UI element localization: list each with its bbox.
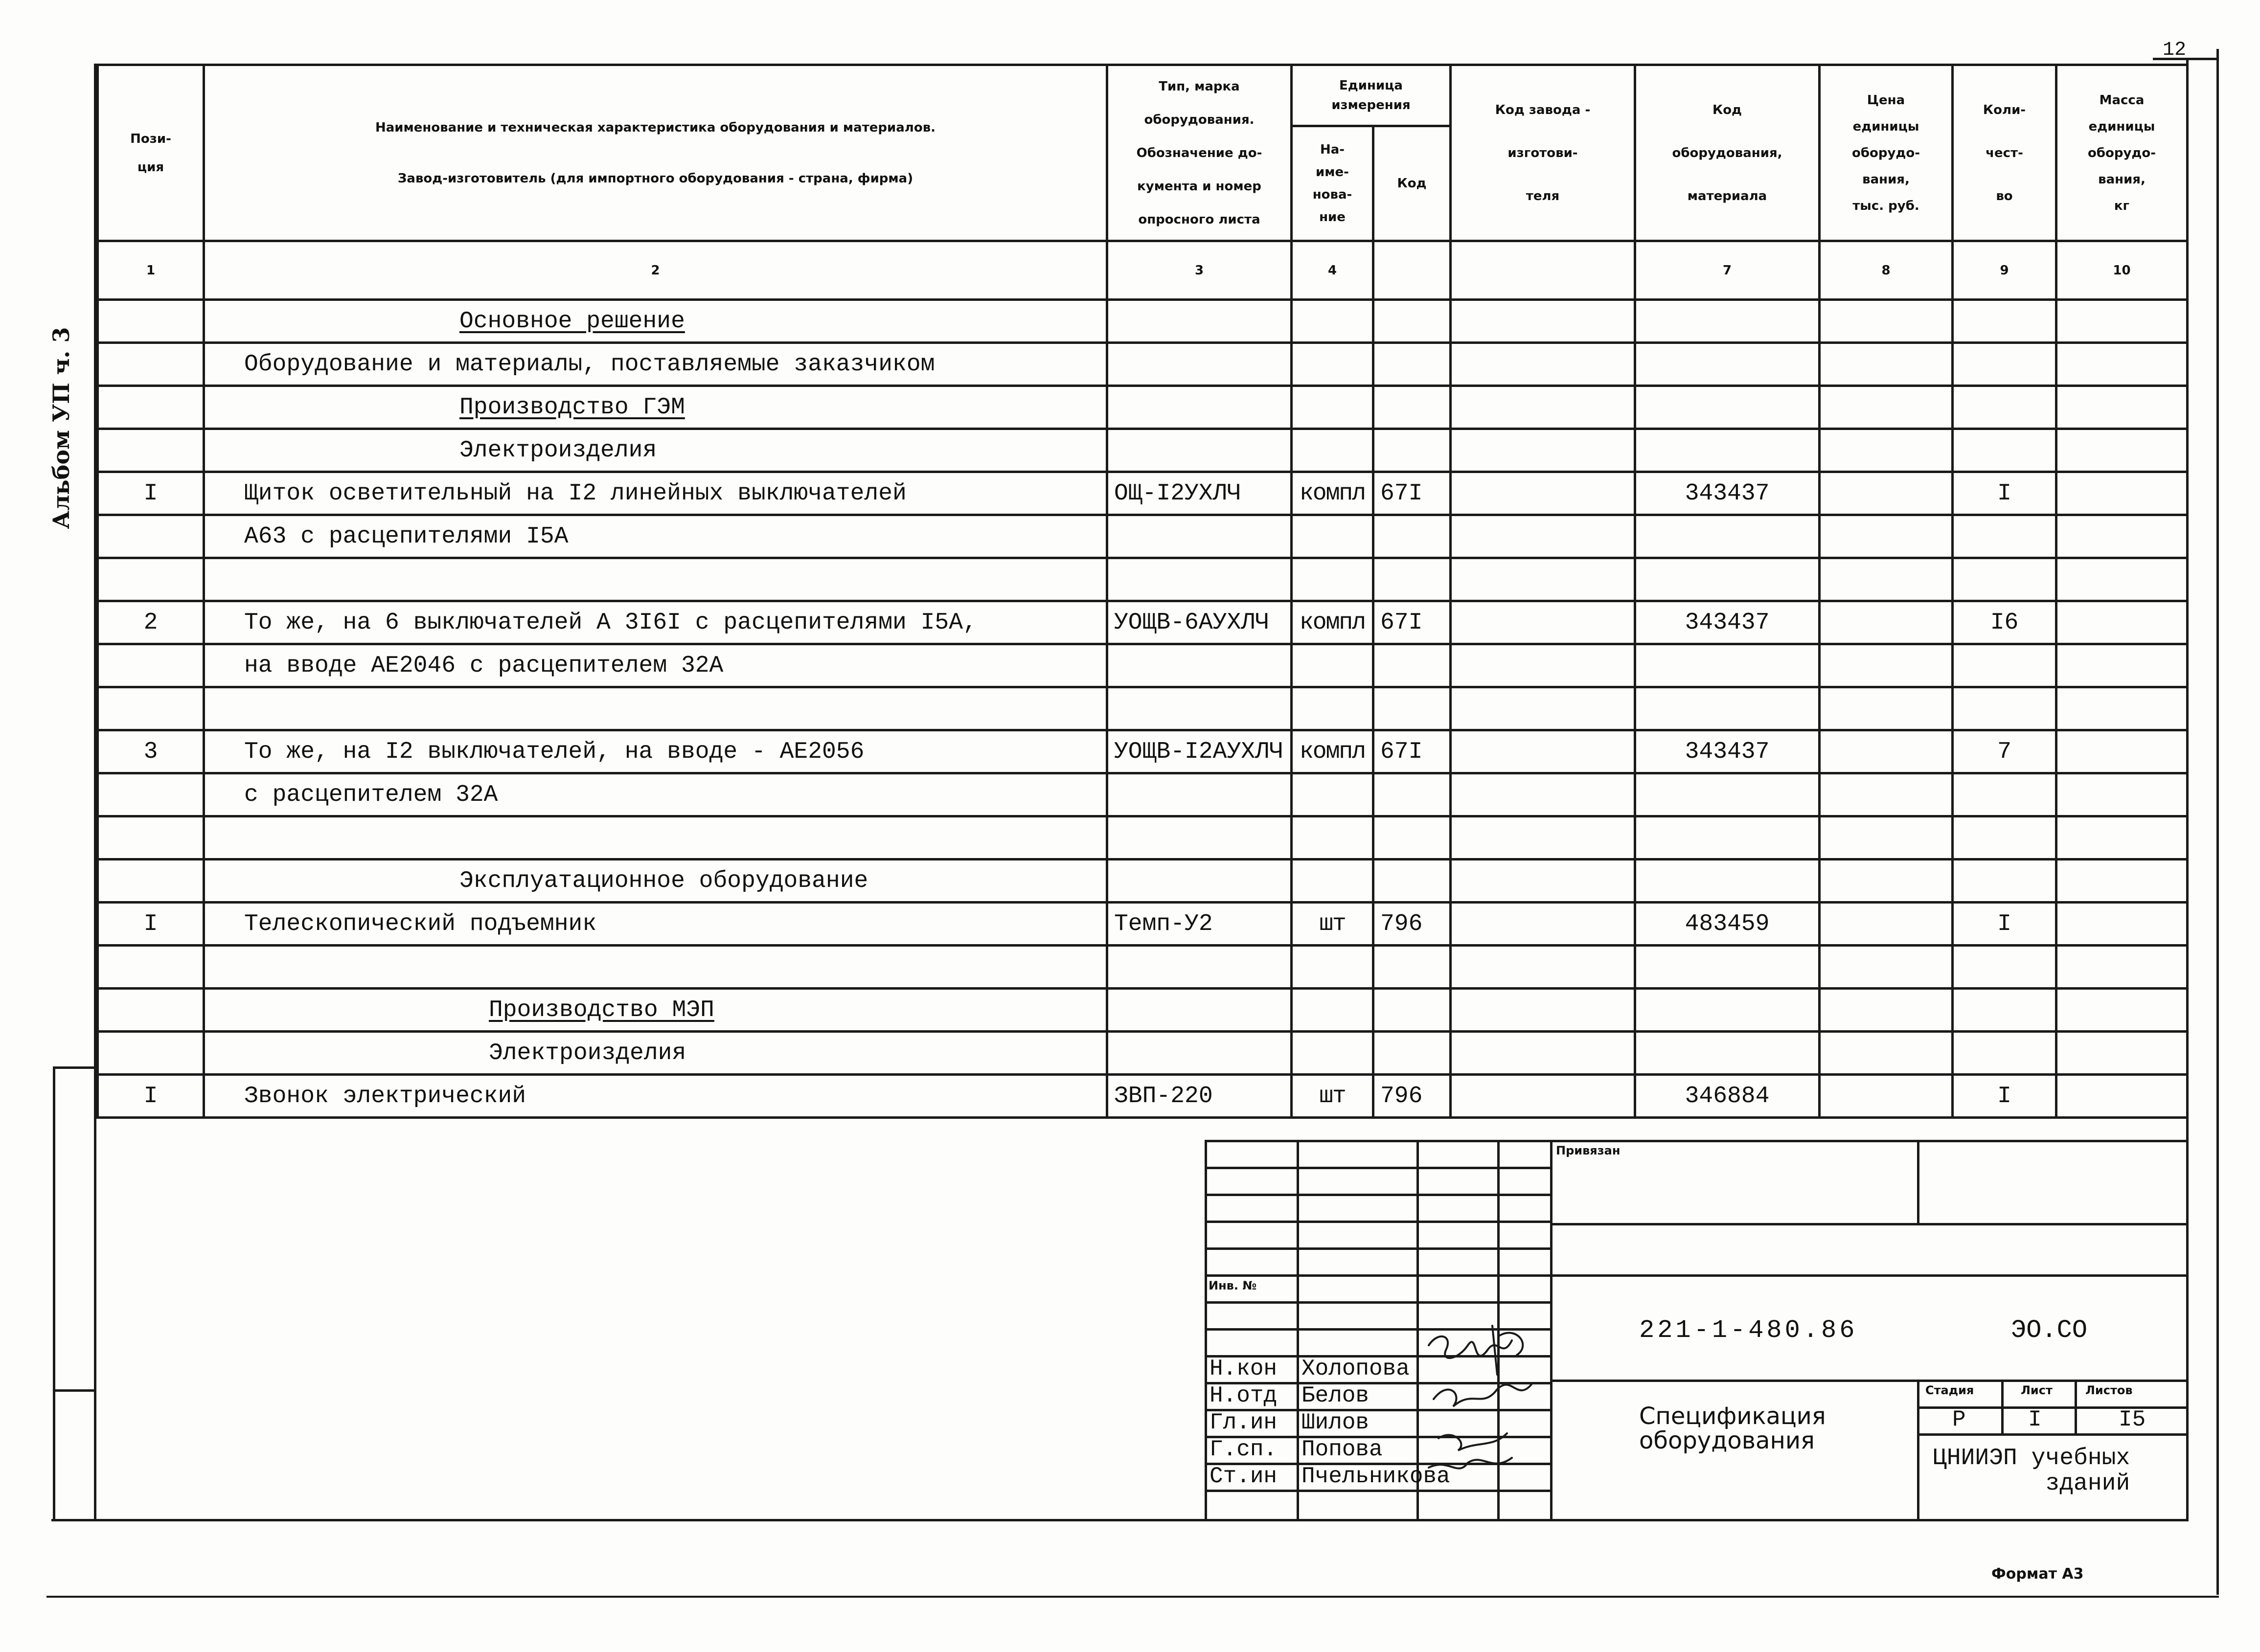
row-position: [98, 989, 204, 1032]
row-position: [98, 946, 204, 989]
album-side-label: Альбом УП ч. 3: [48, 327, 74, 529]
row-quantity: [1953, 300, 2056, 343]
row-price: [1820, 1032, 1953, 1075]
row-manufacturer-code: [1451, 860, 1635, 903]
row-price: [1820, 429, 1953, 472]
header-unit-group-text: Единица измерения: [1331, 78, 1411, 113]
header-unit-code-text: Код: [1397, 176, 1427, 191]
header-unit-name-text: На- име- нова- ние: [1312, 142, 1352, 225]
tb-doc-title: Спецификация оборудования: [1639, 1403, 1826, 1454]
table-row: [98, 429, 2188, 472]
row-equipment-code: 483459: [1635, 903, 1820, 946]
tb-name-5: Пчельникова: [1301, 1464, 1450, 1489]
row-mass: [2056, 601, 2188, 644]
row-name: [204, 687, 1107, 730]
header-mass-text: Масса единицы оборудо- вания, кг: [2087, 92, 2156, 213]
row-mass: [2056, 343, 2188, 386]
corner-mark: 12: [2163, 39, 2187, 61]
row-manufacturer-code: [1451, 515, 1635, 558]
row-unit: [1292, 687, 1373, 730]
header-type-text: Тип, марка оборудования. Обозначение до- кумента и номер опросного листа: [1136, 79, 1262, 227]
row-manufacturer-code: [1451, 558, 1635, 601]
row-unit: [1292, 773, 1373, 816]
row-unit: компл: [1292, 730, 1373, 773]
header-price-text: Цена единицы оборудо- вания, тыс. руб.: [1851, 92, 1920, 213]
row-price: [1820, 644, 1953, 687]
row-position: [98, 644, 204, 687]
row-unit: [1292, 343, 1373, 386]
row-unit-code: [1373, 300, 1451, 343]
row-unit: [1292, 1032, 1373, 1075]
header-name-text: Наименование и техническая характеристика оборудования и материалов. Завод-изготовитель (для импортного оборудования - страна, фирма): [375, 120, 936, 186]
row-position: 3: [98, 730, 204, 773]
row-price: [1820, 300, 1953, 343]
row-quantity: [1953, 989, 2056, 1032]
row-mass: [2056, 300, 2188, 343]
tb-h14: [1917, 1433, 2189, 1436]
row-unit-code: [1373, 644, 1451, 687]
row-quantity: [1953, 1032, 2056, 1075]
row-manufacturer-code: [1451, 816, 1635, 860]
page-bottom-line: [46, 1596, 2219, 1598]
row-unit: [1292, 989, 1373, 1032]
table-row: [98, 558, 2188, 601]
header-manufacturer-code: [1451, 65, 1635, 241]
row-equipment-code: [1635, 300, 1820, 343]
row-quantity: I: [1953, 903, 2056, 946]
row-type: ОЩ-I2УХЛЧ: [1107, 472, 1292, 515]
row-quantity: [1953, 816, 2056, 860]
row-price: [1820, 386, 1953, 429]
tb-role-2: Н.отд: [1210, 1383, 1278, 1408]
table-row: [98, 1032, 2188, 1075]
signature-3: [1434, 1384, 1531, 1406]
row-unit: [1292, 386, 1373, 429]
table-row: [98, 472, 2188, 515]
row-equipment-code: [1635, 515, 1820, 558]
row-type: [1107, 860, 1292, 903]
tb-stage: Р: [1952, 1407, 1966, 1432]
row-type: [1107, 343, 1292, 386]
tb-sheet-label: Лист: [2021, 1383, 2053, 1397]
row-unit: шт: [1292, 903, 1373, 946]
colnum-7: 7: [1635, 241, 1820, 300]
row-unit-code: [1373, 429, 1451, 472]
row-manufacturer-code: [1451, 730, 1635, 773]
row-manufacturer-code: [1451, 946, 1635, 989]
row-quantity: I: [1953, 472, 2056, 515]
row-mass: [2056, 472, 2188, 515]
row-mass: [2056, 558, 2188, 601]
header-quantity: [1953, 65, 2056, 241]
row-price: [1820, 601, 1953, 644]
binding-strip-line: [53, 1066, 55, 1521]
row-name: Электроизделия: [204, 1032, 1107, 1075]
row-price: [1820, 730, 1953, 773]
row-mass: [2056, 946, 2188, 989]
row-price: [1820, 946, 1953, 989]
row-price: [1820, 816, 1953, 860]
colnum-3: 3: [1107, 241, 1292, 300]
row-price: [1820, 472, 1953, 515]
signature-5: [1429, 1458, 1512, 1469]
row-unit: компл: [1292, 601, 1373, 644]
row-manufacturer-code: [1451, 343, 1635, 386]
tb-h4: [1550, 1223, 2189, 1225]
table-row: [98, 989, 2188, 1032]
row-mass: [2056, 386, 2188, 429]
colnum-8: 8: [1820, 241, 1953, 300]
colnum-10: 10: [2056, 241, 2188, 300]
row-position: [98, 300, 204, 343]
row-name: Звонок электрический: [204, 1075, 1107, 1118]
table-row: [98, 816, 2188, 860]
row-unit-code: [1373, 386, 1451, 429]
row-name: [204, 558, 1107, 601]
header-position: [98, 65, 204, 241]
row-manufacturer-code: [1451, 773, 1635, 816]
row-unit-code: [1373, 515, 1451, 558]
row-quantity: [1953, 515, 2056, 558]
row-type: [1107, 429, 1292, 472]
row-type: [1107, 946, 1292, 989]
tb-sheets: I5: [2119, 1407, 2146, 1432]
row-type: УОЩВ-I2АУХЛЧ: [1107, 730, 1292, 773]
row-manufacturer-code: [1451, 300, 1635, 343]
colnum-2: 2: [204, 241, 1107, 300]
row-position: [98, 1032, 204, 1075]
row-unit-code: 67I: [1373, 730, 1451, 773]
row-manufacturer-code: [1451, 472, 1635, 515]
header-price: [1820, 65, 1953, 241]
tb-doc-code: 221-1-480.86: [1639, 1316, 1858, 1345]
signature-scribbles: [1419, 1316, 1566, 1502]
table-row: [98, 1075, 2188, 1118]
row-mass: [2056, 860, 2188, 903]
row-name: с расцепителем 32А: [204, 773, 1107, 816]
row-position: [98, 558, 204, 601]
row-name: Основное решение: [204, 300, 1107, 343]
row-unit-code: [1373, 989, 1451, 1032]
row-unit-code: [1373, 773, 1451, 816]
tb-top: [1205, 1140, 2189, 1142]
row-price: [1820, 773, 1953, 816]
format-label: Формат А3: [1991, 1565, 2084, 1583]
row-price: [1820, 989, 1953, 1032]
row-manufacturer-code: [1451, 989, 1635, 1032]
row-name: Производство ГЭМ: [204, 386, 1107, 429]
row-manufacturer-code: [1451, 386, 1635, 429]
colnum-4: 4: [1292, 241, 1373, 300]
binding-tick-1: [53, 1066, 95, 1069]
header-name: [204, 65, 1107, 241]
row-name: То же, на 6 выключателей А 3I6I с расцепителями I5А,: [204, 601, 1107, 644]
header-equipment-code-text: Код оборудования, материала: [1672, 102, 1782, 204]
row-equipment-code: [1635, 386, 1820, 429]
table-row: [98, 730, 2188, 773]
row-unit: [1292, 558, 1373, 601]
tb-name-4: Попова: [1301, 1437, 1383, 1462]
colnum-5: [1373, 241, 1451, 300]
row-price: [1820, 687, 1953, 730]
row-unit-code: [1373, 1032, 1451, 1075]
row-name: Эксплуатационное оборудование: [204, 860, 1107, 903]
row-quantity: [1953, 773, 2056, 816]
row-mass: [2056, 903, 2188, 946]
row-price: [1820, 558, 1953, 601]
row-quantity: [1953, 644, 2056, 687]
row-equipment-code: [1635, 343, 1820, 386]
row-position: [98, 687, 204, 730]
row-equipment-code: 343437: [1635, 601, 1820, 644]
row-type: [1107, 515, 1292, 558]
header-quantity-text: Коли- чест- во: [1983, 102, 2026, 204]
row-type: УОЩВ-6АУХЛЧ: [1107, 601, 1292, 644]
tb-h5: [1205, 1247, 1550, 1250]
tb-role-1: Н.кон: [1210, 1356, 1278, 1381]
signature-4: [1438, 1433, 1507, 1450]
row-price: [1820, 343, 1953, 386]
table-row: [98, 386, 2188, 429]
row-type: [1107, 816, 1292, 860]
row-type: [1107, 558, 1292, 601]
row-type: Темп-У2: [1107, 903, 1292, 946]
row-manufacturer-code: [1451, 1032, 1635, 1075]
colnum-1: 1: [98, 241, 204, 300]
row-name: То же, на I2 выключателей, на вводе - АЕ2056: [204, 730, 1107, 773]
row-quantity: I: [1953, 1075, 2056, 1118]
row-equipment-code: [1635, 860, 1820, 903]
row-type: [1107, 989, 1292, 1032]
row-position: I: [98, 903, 204, 946]
row-equipment-code: [1635, 429, 1820, 472]
row-mass: [2056, 687, 2188, 730]
row-equipment-code: [1635, 989, 1820, 1032]
row-quantity: [1953, 429, 2056, 472]
tb-name-3: Шилов: [1301, 1410, 1370, 1435]
row-equipment-code: [1635, 816, 1820, 860]
header-unit-name: [1292, 126, 1373, 241]
row-equipment-code: 343437: [1635, 730, 1820, 773]
row-manufacturer-code: [1451, 429, 1635, 472]
row-mass: [2056, 773, 2188, 816]
row-price: [1820, 515, 1953, 558]
row-type: [1107, 644, 1292, 687]
row-unit-code: 67I: [1373, 601, 1451, 644]
row-type: [1107, 1032, 1292, 1075]
tb-h1: [1205, 1167, 1550, 1169]
row-position: [98, 860, 204, 903]
table-row: [98, 644, 2188, 687]
frame-bottom: [51, 1519, 2189, 1521]
row-type: ЗВП-220: [1107, 1075, 1292, 1118]
row-equipment-code: [1635, 1032, 1820, 1075]
row-quantity: [1953, 860, 2056, 903]
row-manufacturer-code: [1451, 601, 1635, 644]
signature-1: [1429, 1336, 1512, 1358]
row-unit-code: 67I: [1373, 472, 1451, 515]
row-type: [1107, 687, 1292, 730]
row-name: [204, 816, 1107, 860]
row-price: [1820, 860, 1953, 903]
tb-sheet-code: ЭО.СО: [2011, 1316, 2088, 1345]
row-equipment-code: [1635, 558, 1820, 601]
row-unit: [1292, 816, 1373, 860]
table-row: [98, 773, 2188, 816]
row-name: на вводе АЕ2046 с расцепителем 32А: [204, 644, 1107, 687]
row-name: А63 с расцепителями I5А: [204, 515, 1107, 558]
row-unit: компл: [1292, 472, 1373, 515]
row-position: [98, 343, 204, 386]
row-mass: [2056, 644, 2188, 687]
row-manufacturer-code: [1451, 687, 1635, 730]
row-equipment-code: 346884: [1635, 1075, 1820, 1118]
row-unit-code: [1373, 343, 1451, 386]
header-mass: [2056, 65, 2188, 241]
row-name: Щиток осветительный на I2 линейных выключателей: [204, 472, 1107, 515]
row-equipment-code: [1635, 946, 1820, 989]
header-unit-code: [1373, 126, 1451, 241]
row-manufacturer-code: [1451, 1075, 1635, 1118]
tb-h3: [1205, 1221, 1550, 1223]
specification-table: [96, 64, 2189, 1119]
tb-h10: [1550, 1380, 2189, 1382]
tb-h2: [1205, 1194, 1550, 1196]
row-unit: [1292, 644, 1373, 687]
row-position: [98, 816, 204, 860]
table-row: [98, 601, 2188, 644]
row-position: I: [98, 472, 204, 515]
table-row: [98, 946, 2188, 989]
tb-role-5: Ст.ин: [1210, 1464, 1278, 1489]
frame-far-right: [2216, 49, 2219, 1595]
tb-privyazan: Привязан: [1556, 1144, 1621, 1157]
row-unit-code: [1373, 816, 1451, 860]
row-mass: [2056, 515, 2188, 558]
row-unit-code: 796: [1373, 1075, 1451, 1118]
table-row: [98, 300, 2188, 343]
colnum-6: [1451, 241, 1635, 300]
table-row: [98, 860, 2188, 903]
row-unit-code: [1373, 687, 1451, 730]
tb-h6: [1205, 1274, 2189, 1277]
row-unit-code: [1373, 860, 1451, 903]
row-quantity: [1953, 687, 2056, 730]
signature-2: [1492, 1326, 1523, 1375]
row-unit: [1292, 860, 1373, 903]
tb-role-4: Г.сп.: [1210, 1437, 1278, 1462]
table-row: [98, 687, 2188, 730]
tb-sheets-label: Листов: [2085, 1383, 2133, 1397]
row-price: [1820, 903, 1953, 946]
row-position: [98, 429, 204, 472]
row-mass: [2056, 816, 2188, 860]
row-position: I: [98, 1075, 204, 1118]
header-equipment-code: [1635, 65, 1820, 241]
row-manufacturer-code: [1451, 903, 1635, 946]
row-position: [98, 386, 204, 429]
row-name: Оборудование и материалы, поставляемые заказчиком: [204, 343, 1107, 386]
tb-role-3: Гл.ин: [1210, 1410, 1278, 1435]
row-mass: [2056, 989, 2188, 1032]
row-position: [98, 515, 204, 558]
row-quantity: [1953, 558, 2056, 601]
row-price: [1820, 1075, 1953, 1118]
tb-v5: [1917, 1140, 1919, 1223]
row-quantity: I6: [1953, 601, 2056, 644]
binding-tick-2: [53, 1389, 95, 1392]
row-manufacturer-code: [1451, 644, 1635, 687]
row-equipment-code: [1635, 687, 1820, 730]
tb-name-2: Белов: [1301, 1383, 1370, 1408]
row-unit: [1292, 429, 1373, 472]
tb-v6: [1917, 1380, 1919, 1521]
row-unit: [1292, 300, 1373, 343]
header-type: [1107, 65, 1292, 241]
header-position-text: Пози- ция: [130, 131, 171, 175]
row-unit: [1292, 515, 1373, 558]
row-type: [1107, 300, 1292, 343]
row-unit-code: 796: [1373, 903, 1451, 946]
row-equipment-code: 343437: [1635, 472, 1820, 515]
row-position: [98, 773, 204, 816]
row-quantity: [1953, 946, 2056, 989]
table-row: [98, 343, 2188, 386]
row-position: 2: [98, 601, 204, 644]
row-name: [204, 946, 1107, 989]
colnum-9: 9: [1953, 241, 2056, 300]
tb-h7: [1205, 1301, 1550, 1304]
row-unit-code: [1373, 946, 1451, 989]
row-quantity: [1953, 343, 2056, 386]
row-type: [1107, 386, 1292, 429]
row-name: Производство МЭП: [204, 989, 1107, 1032]
row-mass: [2056, 1032, 2188, 1075]
row-equipment-code: [1635, 773, 1820, 816]
row-quantity: 7: [1953, 730, 2056, 773]
row-quantity: [1953, 386, 2056, 429]
row-type: [1107, 773, 1292, 816]
row-mass: [2056, 730, 2188, 773]
row-unit-code: [1373, 558, 1451, 601]
tb-org: ЦНИИЭП учебных зданий: [1933, 1445, 2130, 1497]
tb-name-1: Холопова: [1301, 1356, 1410, 1381]
row-mass: [2056, 429, 2188, 472]
row-equipment-code: [1635, 644, 1820, 687]
row-name: Электроизделия: [204, 429, 1107, 472]
row-unit: шт: [1292, 1075, 1373, 1118]
row-mass: [2056, 1075, 2188, 1118]
tb-inv-no: Инв. №: [1209, 1279, 1257, 1292]
tb-stage-label: Стадия: [1925, 1383, 1974, 1397]
row-unit: [1292, 946, 1373, 989]
tb-sheet: I: [2028, 1407, 2042, 1432]
header-unit-group: [1292, 65, 1451, 126]
header-manufacturer-code-text: Код завода - изготови- теля: [1495, 102, 1591, 204]
table-row: [98, 515, 2188, 558]
row-name: Телескопический подъемник: [204, 903, 1107, 946]
table-row: [98, 903, 2188, 946]
